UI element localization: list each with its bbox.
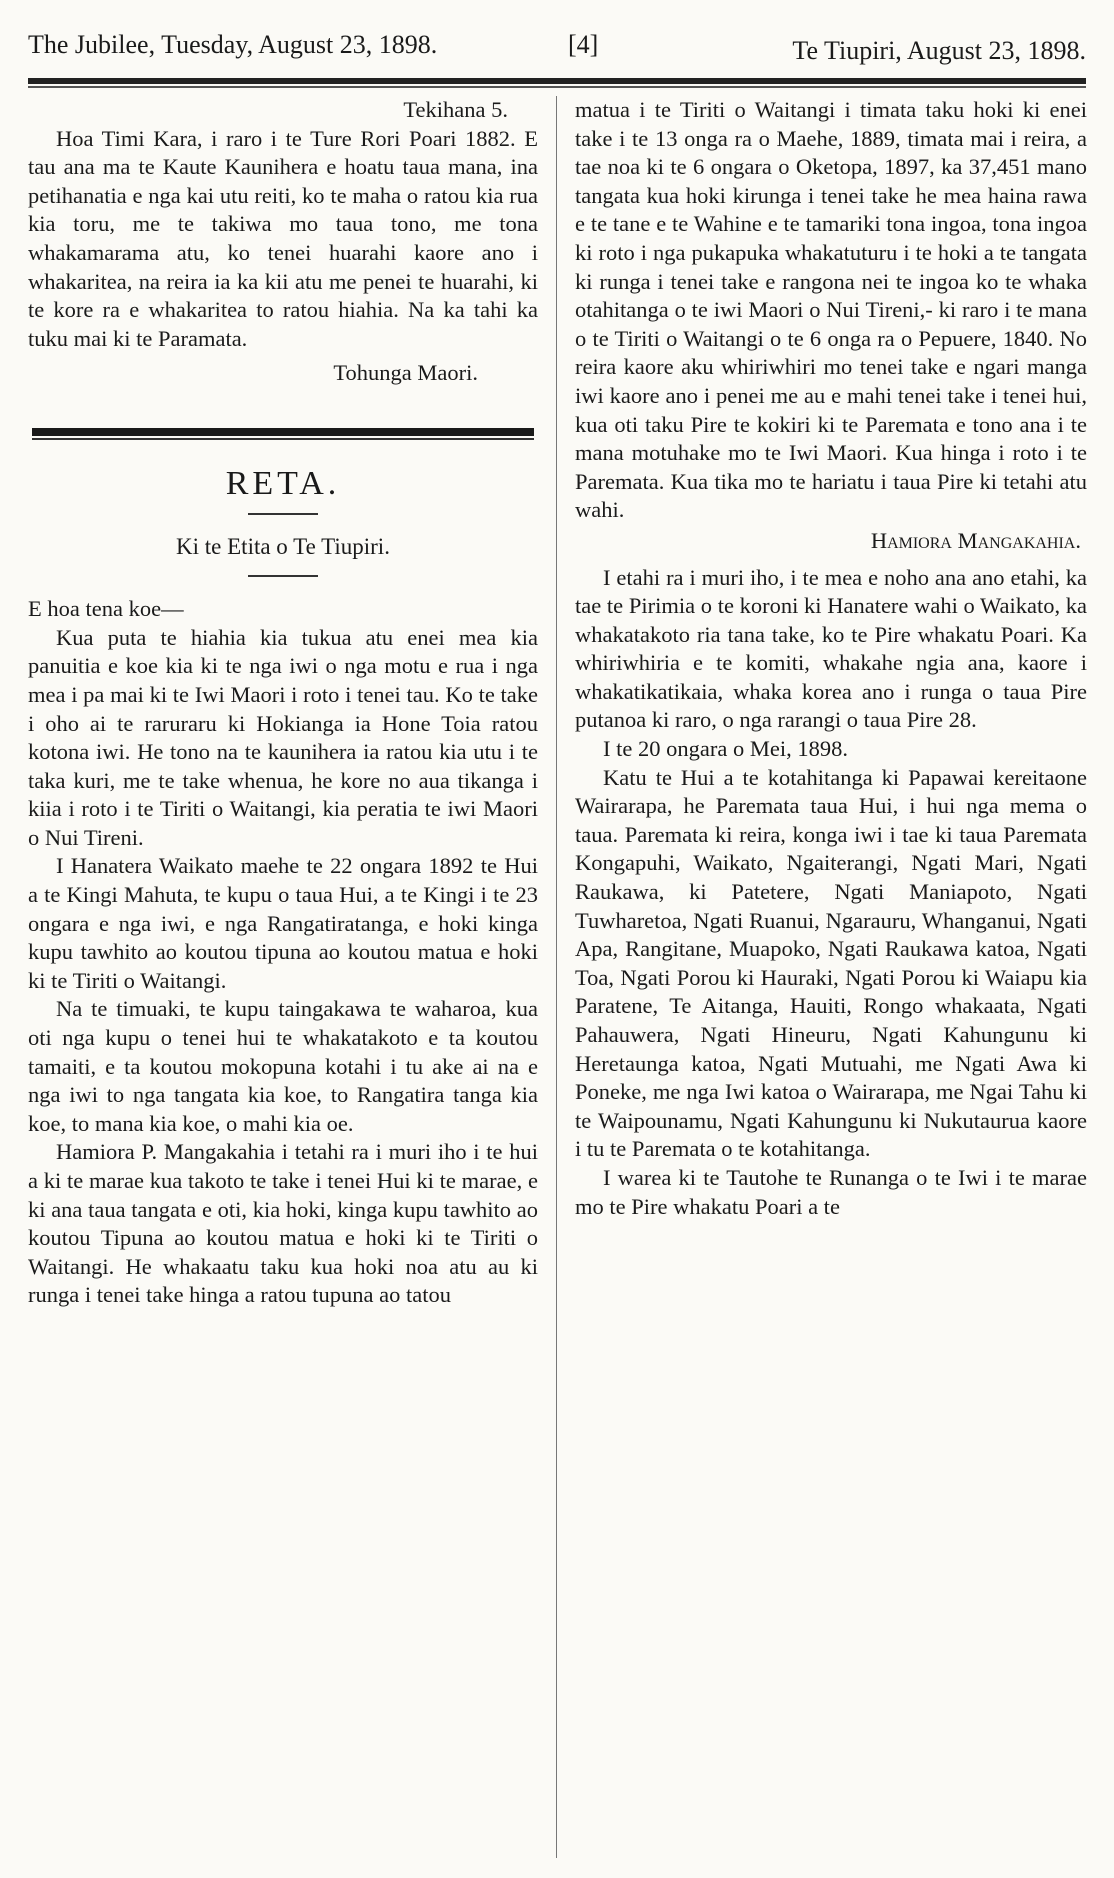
- masthead: [28, 20, 1086, 72]
- article-paragraph: Katu te Hui a te kotahitanga ki Papawai kereitaone Wairarapa, he Paremata taua Hui, i hui nga mema o taua. Paremata ki reira, konga iwi i tae ki taua Paremata Kongapuhi, Waikato, Ngaiterangi, Ngati Mari, Ngati Raukawa, ki Patetere, Ngati Maniapoto, Ngati Tuwharetoa, Ngati Ruanui, Ngarauru, Whanganui, Ngati Apa, Rangitane, Muapoko, Ngati Raukawa katoa, Ngati Toa, Ngati Porou ki Hauraki, Ngati Porou ki Waiapu kia Paratene, Te Aitanga, Hauiti, Rongo whakaata, Ngati Pahauwera, Ngati Hineuru, Ngati Kahungunu ki Heretaunga katoa, Ngati Mutuahi, me Ngati Awa ki Poneke, me nga Iwi katoa o Wairarapa, me Ngai Tahu ki te Waipounamu, Ngati Kahungunu ki Nukutaurua kaore i tu te Paremata o te kotahitanga.: [575, 764, 1087, 1162]
- reta-paragraph: Kua puta te hiahia kia tukua atu enei mea kia panuitia e koe kia ki te nga iwi o nga motu e rua i nga mea i pa mai ki te Iwi Maori i roto i tenei tau. Ko te take i oho ai te raruraru ki Hokianga ia Hone Toia ratou kotona iwi. He tono na te kaunihera ia ratou kia utu i te taka kuri, me te take whenua, he kore no aua tikanga i kiia i roto i te Tiriti o Waitangi, kia peratia te iwi Maori o Nui Tireni.: [28, 624, 538, 850]
- article-paragraph: I etahi ra i muri iho, i te mea e noho ana ano etahi, ka tae te Pirimia o te koroni ki Hanatere wahi o Waikato, ka whakatakoto ria tana take, ko te Pire whakatu Poari. Ka whiriwhiria e te komiti, whakahe ngia ana, kaore i whakatikatikaia, whaka korea ano i runga o taua Pire putanoa ki raro, o nga rarangi o taua Pire 28.: [575, 564, 1087, 733]
- reta-addressee: Ki te Etita o Te Tiupiri.: [176, 533, 390, 559]
- right-column: [575, 96, 1087, 1858]
- column-divider: [556, 96, 557, 1858]
- article-signature: Hamiora Mangakahia.: [870, 527, 1081, 553]
- letter-body: Hoa Timi Kara, i raro i te Ture Rori Poari 1882. E tau ana ma te Kaute Kaunihera e hoatu taua mana, ina petihanatia e nga kai utu reiti, ko te maha o ratou kia rua kia toru, me te takiwa mo taua tono, me tona whakamarama atu, ko tenei huarahi kaore ano i whakaritea, na reira ia ka kii atu me penei te huarahi, ki te kore ra e whakaritea to ratou hiahia. Na ka tahi ka tuku mai ki te Paramata.: [28, 125, 538, 351]
- reta-title: RETA.: [225, 464, 341, 502]
- addressee-underline: [248, 575, 318, 577]
- left-column: [28, 96, 538, 1858]
- article-paragraph: I warea ki te Tautohe te Runanga o te Iwi i te marae mo te Pire whakatu Poari a te: [575, 1164, 1087, 1219]
- reta-paragraph: Hamiora P. Mangakahia i tetahi ra i muri iho i te hui a ki te marae kua takoto te take i tenei Hui ki te marae, e ki ana taua tangata e oti, kia hoki, kinga kupu tawhito ao koutou Tipuna ao koutou matua e hoki ki te Tiriti o Waitangi. He whakaatu taku kua hoki noa atu au ki runga i tenei take hinga a ratou tupuna ao tatou: [28, 1139, 538, 1308]
- header-right-title: Te Tiupiri, August 23, 1898.: [792, 36, 1086, 65]
- masthead-rule-thin: [28, 86, 1086, 88]
- reta-salutation: E hoa tena koe—: [28, 596, 184, 622]
- masthead-rule: [28, 78, 1086, 84]
- article-paragraph: matua i te Tiriti o Waitangi i timata taku hoki ki enei take i te 13 onga ra o Maehe, 1889, timata mai i reira, a tae noa ki te 6 ongara o Oketopa, 1897, ka 37,451 mano tangata kua hoki kirunga i tenei take he mea haina rawa e te tane e te Wahine e te tamariki tona ingoa, tona ingoa ki roto i nga pukapuka whakatuturu i te hoki a te tangata ki runga i tenei take e rangona nei te ingoa ko te whaka otahitanga o te iwi Maori o Nui Tireni,- ki raro i te mana o te Tiriti o Waitangi o te 6 onga ra o Pepuere, 1840. No reira kaore aku whiriwhiri mo tenei take e ngari manga iwi kaore ano i penei me au e mahi tenei take i tenei hui, kua oti taku Pire te kokiri ki te Paremata e tono ana i te mana motuhake mo te Iwi Maori. Kua hinga i roto i te Paremata. Kua tika mo te hariatu i taua Pire ki tetahi atu wahi.: [575, 97, 1087, 523]
- section-divider-thick: [32, 428, 534, 436]
- page-number: [4]: [568, 30, 599, 59]
- header-left-title: The Jubilee, Tuesday, August 23, 1898.: [28, 30, 438, 59]
- article-date: I te 20 ongara o Mei, 1898.: [603, 736, 848, 762]
- section-divider-thin: [32, 438, 534, 440]
- reta-paragraph: Na te timuaki, te kupu taingakawa te waharoa, kua oti nga kupu o tenei hui te whakatakoto e ta koutou tamaiti, e ta koutou mokopuna kotahi i tu ake ai na e nga iwi to nga tangata kia koe, to Rangatira tanga kia koe, to mana kia koe, o mahi kia oe.: [28, 996, 538, 1136]
- title-underline: [248, 513, 318, 515]
- section-heading: Tekihana 5.: [403, 97, 508, 122]
- reta-paragraph: I Hanatera Waikato maehe te 22 ongara 1892 te Hui a te Kingi Mahuta, te kupu o taua Hui, a te Kingi i te 23 ongara e nga iwi, e nga Rangatiratanga, e hoki kinga kupu tawhito ao koutou tipuna ao koutou matua e hoki ki te Tiriti o Waitangi.: [28, 853, 538, 993]
- letter-signature: Tohunga Maori.: [333, 360, 478, 386]
